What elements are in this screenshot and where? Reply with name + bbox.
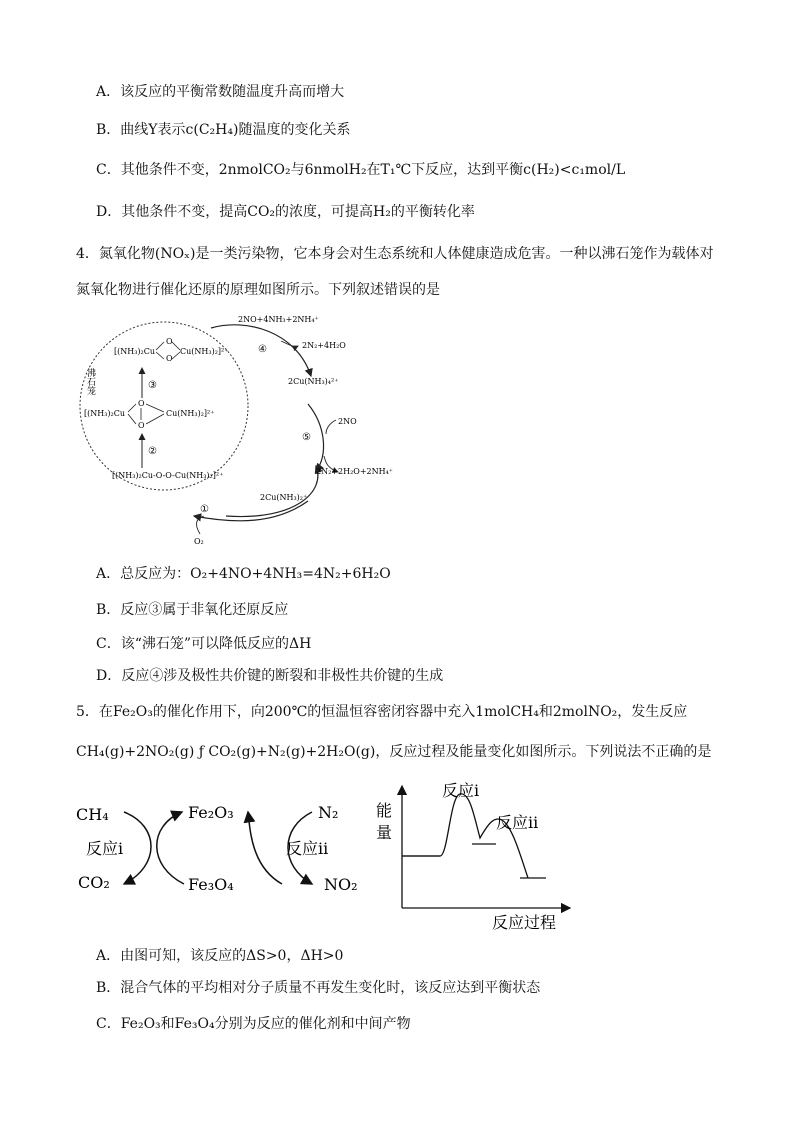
label-fe3o4: Fe₃O₄	[188, 875, 234, 894]
bond-mid	[128, 404, 164, 424]
species-mid: [(NH₃)₂Cu	[84, 409, 126, 418]
q5-energy-diagram	[370, 776, 580, 934]
q5-reaction-cycle-diagram	[70, 796, 370, 906]
y-axis-label-2: 量	[376, 823, 393, 842]
option-prev-c: C．其他条件不变，2nmolCO₂与6nmolH₂在T₁℃下反应，达到平衡c(H₂)<c₁mol/L	[96, 162, 626, 178]
arrow-reaction-i-right	[157, 812, 184, 884]
label-fe2o3: Fe₂O₃	[188, 803, 234, 822]
q4-stem-line2: 氮氧化物进行催化还原的原理如图所示。下列叙述错误的是	[76, 282, 440, 298]
step5-in-arrow	[326, 420, 336, 434]
cycle-arc-bottom	[194, 501, 308, 521]
label-no2: NO₂	[324, 875, 358, 894]
x-axis-label: 反应过程	[492, 913, 557, 932]
step5-output: 2N₂+2H₂O+2NH₄⁺	[316, 467, 394, 476]
q5-stem-line1: 5．在Fe₂O₃的催化作用下，向200℃的恒温恒容密闭容器中充入1molCH₄和2molNO₂，发生反应	[76, 704, 688, 720]
step-5: ⑤	[302, 432, 311, 443]
arrow-reaction-i-left	[124, 812, 151, 884]
energy-curve	[402, 794, 528, 878]
step4-output: 2N₂+4H₂O	[302, 341, 346, 350]
label-ch4: CH₄	[76, 805, 109, 824]
arrow-reaction-ii-right	[248, 812, 282, 884]
step4-input: 2NO+4NH₃+2NH₄⁺	[238, 315, 319, 324]
step5-input: 2NO	[338, 417, 357, 426]
q4-option-a: A．总反应为：O₂+4NO+4NH₃=4N₂+6H₂O	[96, 566, 391, 582]
peak2-label: 反应ii	[496, 813, 539, 832]
label-n2: N₂	[318, 803, 339, 822]
label-reaction-ii: 反应ii	[286, 839, 329, 858]
species-mid-o2: O	[138, 421, 145, 430]
species-top: [(NH₃)₂Cu	[114, 347, 156, 356]
q5-option-b: B．混合气体的平均相对分子质量不再发生变化时，该反应达到平衡状态	[96, 980, 541, 996]
species-cu4: 2Cu(NH₃)₄²⁺	[288, 377, 339, 386]
step-1: ①	[200, 504, 209, 515]
species-mid-right: Cu(NH₃)₂]²⁺	[166, 409, 215, 418]
label-co2: CO₂	[78, 873, 110, 892]
q5-stem-line2: CH₄(g)+2NO₂(g) ƒ CO₂(g)+N₂(g)+2H₂O(g)，反应过程及能量变化如图所示。下列说法不正确的是	[76, 744, 712, 760]
step-3: ③	[148, 380, 157, 391]
option-prev-b: B．曲线Y表示c(C₂H₄)随温度的变化关系	[96, 122, 351, 138]
species-top-right: Cu(NH₃)₂]²⁺	[180, 347, 229, 356]
q4-option-c: C．该“沸石笼”可以降低反应的ΔH	[96, 636, 312, 652]
species-top-o2: O	[166, 354, 173, 363]
y-axis-label-1: 能	[376, 801, 393, 820]
option-prev-d: D．其他条件不变，提高CO₂的浓度，可提高H₂的平衡转化率	[96, 204, 475, 220]
cycle-arc	[226, 466, 318, 517]
cage-label: 沸石笼	[85, 368, 95, 395]
species-cu2: 2Cu(NH₃)₂⁺	[260, 493, 308, 502]
step-2: ②	[148, 446, 157, 457]
q4-stem-line1: 4．氮氧化物(NOₓ)是一类污染物，它本身会对生态系统和人体健康造成危害。一种以沸石笼作为载体对	[76, 246, 714, 262]
q4-option-b: B．反应③属于非氧化还原反应	[96, 602, 289, 618]
q4-option-d: D．反应④涉及极性共价键的断裂和非极性共价键的生成	[96, 668, 444, 684]
q4-catalytic-cycle-diagram	[76, 306, 416, 550]
o2-arrow	[197, 516, 204, 534]
species-mid-o1: O	[138, 399, 145, 408]
option-prev-a: A．该反应的平衡常数随温度升高而增大	[96, 84, 345, 100]
species-bottom: [(NH₃)₂Cu-O-O-Cu(NH₃)₂]²⁺	[112, 471, 224, 480]
species-top-o1: O	[166, 337, 173, 346]
peak1-label: 反应i	[442, 781, 480, 800]
step-4: ④	[258, 344, 267, 355]
q5-option-c: C．Fe₂O₃和Fe₃O₄分别为反应的催化剂和中间产物	[96, 1016, 411, 1032]
q5-option-a: A．由图可知，该反应的ΔS>0，ΔH>0	[96, 948, 344, 964]
o2-input: O₂	[194, 537, 204, 546]
label-reaction-i: 反应i	[86, 839, 124, 858]
